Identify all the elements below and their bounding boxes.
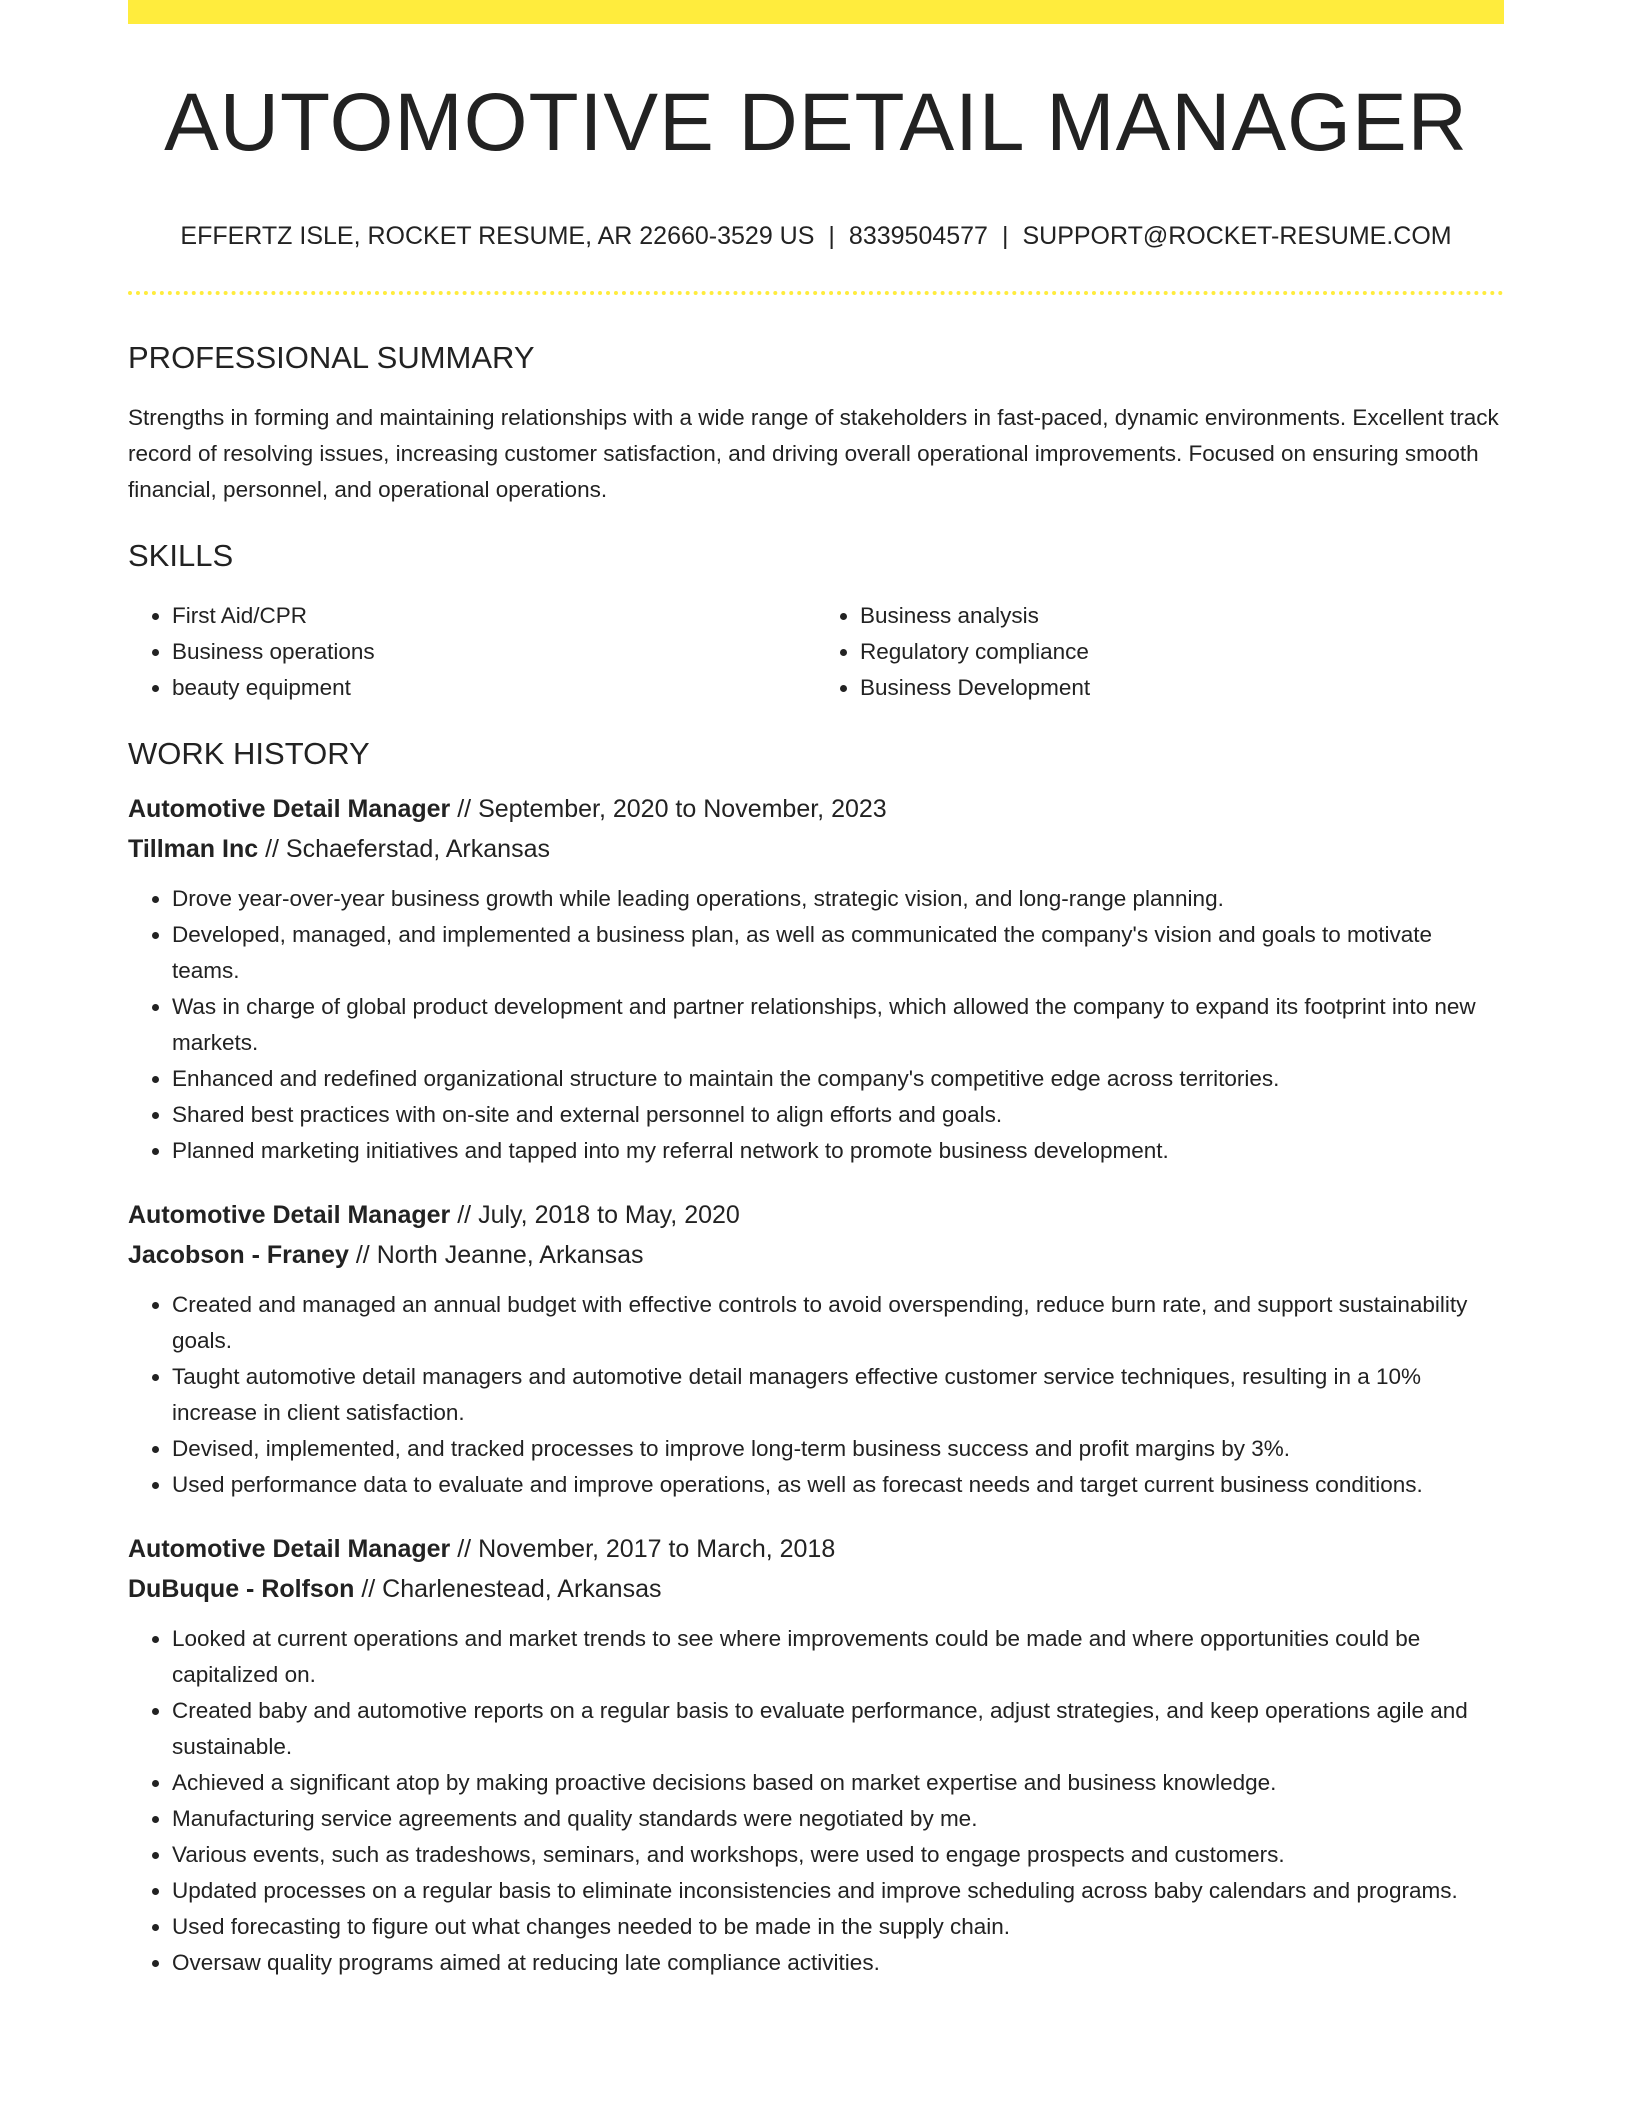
skill-item: • Regulatory compliance (860, 634, 1504, 670)
job-bullet: • Various events, such as tradeshows, seminars, and workshops, were used to engage prospects and customers. (172, 1837, 1504, 1873)
summary-text: Strengths in forming and maintaining relationships with a wide range of stakeholders in fast-paced, dynamic environments. Excellent track record of resolving issues, increasing customer satisfaction, and driving overall operational improvements. Focused on ensuring smooth financial, personnel, and operational operations. (128, 405, 1499, 503)
contact-address: EFFERTZ ISLE, ROCKET RESUME, AR 22660-3529 US (180, 222, 815, 250)
job-bullet: • Updated processes on a regular basis to eliminate inconsistencies and improve scheduling across baby calendars and programs. (172, 1873, 1504, 1909)
job-entry (128, 1529, 1504, 1981)
contact-separator: | (1001, 222, 1009, 250)
skill-item: • Business operations (172, 634, 816, 670)
contact-phone: 8339504577 (848, 222, 988, 250)
job-bullet: • Shared best practices with on-site and external personnel to align efforts and goals. (172, 1097, 1504, 1133)
job-dates: // July, 2018 to May, 2020 (457, 1200, 740, 1229)
job-bullets (128, 1621, 1504, 1981)
job-bullets (128, 881, 1504, 1169)
skill-item: • Business analysis (860, 598, 1504, 634)
job-location: // North Jeanne, Arkansas (355, 1240, 644, 1269)
resume-page (128, 0, 1504, 1981)
job-bullet: • Used performance data to evaluate and improve operations, as well as forecast needs and target current business conditions. (172, 1467, 1504, 1503)
job-location: // Charlenestead, Arkansas (361, 1574, 662, 1603)
accent-top-bar (128, 0, 1504, 24)
job-bullet: • Manufacturing service agreements and quality standards were negotiated by me. (172, 1801, 1504, 1837)
dotted-divider (128, 291, 1504, 295)
job-bullet: • Was in charge of global product development and partner relationships, which allowed the company to expand its footprint into new markets. (172, 989, 1504, 1061)
job-bullet: • Enhanced and redefined organizational structure to maintain the company's competitive edge across territories. (172, 1061, 1504, 1097)
section-title-skills: SKILLS (128, 538, 234, 574)
job-bullet: • Taught automotive detail managers and automotive detail managers effective customer service techniques, resulting in a 10% increase in client satisfaction. (172, 1359, 1504, 1431)
job-entry (128, 789, 1504, 1169)
job-bullet: • Looked at current operations and market trends to see where improvements could be made and where opportunities could be capitalized on. (172, 1621, 1504, 1693)
job-role-line (128, 789, 1504, 829)
job-bullet: • Created and managed an annual budget with effective controls to avoid overspending, reduce burn rate, and support sustainability goals. (172, 1287, 1504, 1359)
job-role-line (128, 1195, 1504, 1235)
job-company-line (128, 1235, 1504, 1275)
job-bullet: • Developed, managed, and implemented a business plan, as well as communicated the company's vision and goals to motivate teams. (172, 917, 1504, 989)
skill-item: • First Aid/CPR (172, 598, 816, 634)
job-company: DuBuque - Rolfson (128, 1574, 355, 1603)
job-bullet: • Created baby and automotive reports on a regular basis to evaluate performance, adjust strategies, and keep operations agile and sustainable. (172, 1693, 1504, 1765)
job-company-line (128, 829, 1504, 869)
section-title-summary: PROFESSIONAL SUMMARY (128, 340, 535, 375)
resume-title: AUTOMOTIVE DETAIL MANAGER (164, 77, 1468, 168)
section-title-work-history: WORK HISTORY (128, 736, 370, 772)
skills-list (128, 598, 1504, 706)
contact-separator: | (828, 222, 835, 250)
job-role: Automotive Detail Manager (128, 1534, 451, 1563)
job-bullet: • Drove year-over-year business growth while leading operations, strategic vision, and long-range planning. (172, 881, 1504, 917)
job-company-line (128, 1569, 1504, 1609)
job-role: Automotive Detail Manager (128, 1200, 451, 1229)
job-bullet: • Achieved a significant atop by making proactive decisions based on market expertise and business knowledge. (172, 1765, 1504, 1801)
job-bullet: • Devised, implemented, and tracked processes to improve long-term business success and profit margins by 3%. (172, 1431, 1504, 1467)
job-company: Jacobson - Franey (128, 1240, 349, 1269)
job-company: Tillman Inc (128, 834, 259, 863)
contact-line (128, 221, 1504, 251)
job-location: // Schaeferstad, Arkansas (265, 834, 550, 863)
job-bullet: • Used forecasting to figure out what changes needed to be made in the supply chain. (172, 1909, 1504, 1945)
job-dates: // September, 2020 to November, 2023 (457, 794, 887, 823)
job-bullet: • Planned marketing initiatives and tapped into my referral network to promote business development. (172, 1133, 1504, 1169)
contact-email: SUPPORT@ROCKET-RESUME.COM (1022, 222, 1452, 250)
job-role: Automotive Detail Manager (128, 794, 451, 823)
skills-column-left (128, 598, 816, 706)
skill-item: • Business Development (860, 670, 1504, 706)
job-dates: // November, 2017 to March, 2018 (457, 1534, 836, 1563)
job-role-line (128, 1529, 1504, 1569)
job-bullet: • Oversaw quality programs aimed at reducing late compliance activities. (172, 1945, 1504, 1981)
skills-column-right (816, 598, 1504, 706)
job-bullets (128, 1287, 1504, 1503)
skill-item: • beauty equipment (172, 670, 816, 706)
job-entry (128, 1195, 1504, 1503)
